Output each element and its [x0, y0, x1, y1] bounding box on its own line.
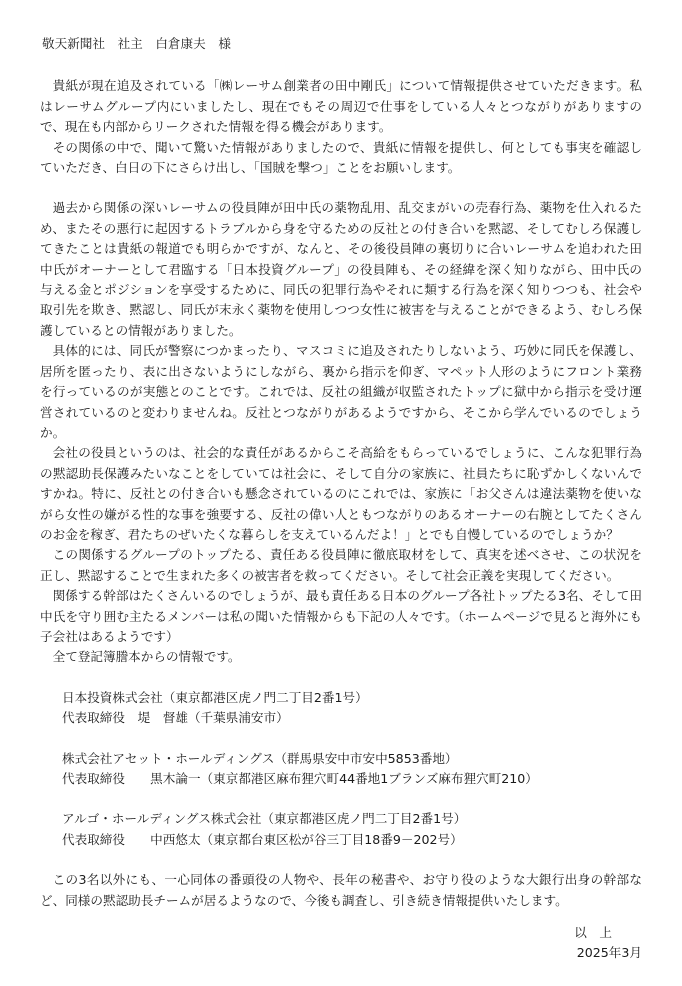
spacer — [40, 668, 642, 688]
company-entry-nihon-toshi — [40, 688, 642, 729]
spacer — [40, 789, 642, 809]
spacer — [40, 178, 642, 198]
letter-date: 2025年3月 — [576, 945, 642, 961]
company-representative: 代表取締役 中西悠太（東京都台東区松が谷三丁目18番9－202号） — [62, 831, 463, 847]
spacer — [40, 729, 642, 749]
closing-mark: 以 上 — [574, 925, 612, 941]
addressee: 敬天新聞社 社主 白倉康夫 様 — [42, 36, 231, 51]
body-paragraph-1: 過去から関係の深いレーサムの役員陣が田中氏の薬物乱用、乱交まがいの売春行為、薬物を仕入れるため、またその悪行に起因するトラブルから身を守るための反社との付き合いを黙認、そしてむしろ保護してきたことは貴紙の報道でも明らかですが、なんと、その後役員陣の裏切りに合いレーサムを追われた田中氏がオーナーとして君臨する「日本投資グループ」の役員陣も、その経緯を深く知りながら、田中氏の与える金とポジションを享受するために、同氏の犯罪行為やそれに類する行為を深く知りつつも、社会や取引先を欺き、黙認し、同氏が末永く薬物を使用しつつ女性に被害を与えることができるよう、むしろ保護しているとの情報がありました。 — [40, 200, 642, 338]
company-entry-asset-holdings — [40, 749, 642, 790]
intro-paragraph-2: その関係の中で、聞いて驚いた情報がありましたので、貴紙に情報を提供し、何としても事実を確認していただき、白日の下にさらけ出し、「国賊を撃つ」ことをお願いします。 — [40, 139, 642, 176]
body-paragraph-2: 具体的には、同氏が警察につかまったり、マスコミに追及されたりしないよう、巧妙に同氏を保護し、居所を匿ったり、表に出さないようにしながら、裏から指示を仰ぎ、マペット人形のようにフロント業務を行っているのが実態とのことです。これでは、反社の組織が収監されたトップに獄中から指示を受け運営されているのと変わりませんね。反社とつながりがあるようですから、そこから学んでいるのでしょうか。 — [40, 343, 642, 440]
company-name: 日本投資株式会社（東京都港区虎ノ門二丁目2番1号） — [62, 689, 368, 705]
company-representative: 代表取締役 黒木論一（東京都港区麻布狸穴町44番地1ブランズ麻布狸穴町210） — [62, 771, 538, 786]
company-representative: 代表取締役 堤 督雄（千葉県浦安市） — [62, 710, 289, 726]
body-paragraph-5: 関係する幹部はたくさんいるのでしょうが、最も責任ある日本のグループ各社トップたる3名、そして田中氏を守り囲む主たるメンバーは私の聞いた情報からも下記の人々です。（ホームページで見ると海外にも子会社はあるようです） — [40, 588, 642, 644]
company-name: 株式会社アセット・ホールディングス（群馬県安中市安中5853番地） — [62, 750, 458, 766]
spacer — [40, 911, 642, 923]
spacer — [40, 850, 642, 870]
body-paragraph-6: 全て登記簿謄本からの情報です。 — [52, 649, 241, 665]
body-paragraph-3: 会社の役員というのは、社会的な責任があるからこそ高給をもらっているでしょうに、こんな犯罪行為の黙認助長保護みたいなことをしていては社会に、そして自分の家族に、社員たちに恥ずかしくないんですかね。特に、反社との付き合いも懸念されているのにこれでは、家族に「お父さんは違法薬物を使いながら女性の嫌がる性的な事を強要する、反社の偉い人ともつながりのあるオーナーの右腕としてたくさんのお金を稼ぎ、君たちのぜいたくな暮らしを支えているんだよ！」とでも自慢しているのでしょうか？ — [40, 445, 642, 542]
company-name: アルゴ・ホールディングス株式会社（東京都港区虎ノ門二丁目2番1号） — [62, 811, 467, 827]
intro-paragraph-1: 貴紙が現在追及されている「㈱レーサム創業者の田中剛氏」について情報提供させていただきます。私はレーサムグループ内にいましたし、現在でもその周辺で仕事をしている人々とつながりがありますので、現在も内部からリークされた情報を得る機会があります。 — [40, 78, 642, 135]
body-paragraph-4: この関係するグループのトップたる、責任ある役員陣に徹底取材をして、真実を述べさせ、この状況を正し、黙認することで生まれた多くの被害者を救ってください。そして社会正義を実現してください。 — [40, 547, 642, 583]
company-entry-argo-holdings — [40, 809, 642, 850]
final-paragraph: この3名以外にも、一心同体の番頭役の人物や、長年の秘書や、お守り役のような大銀行出身の幹部など、同様の黙認助長チームが居るようなので、今後も調査し、引き続き情報提供いたします。 — [40, 872, 642, 908]
